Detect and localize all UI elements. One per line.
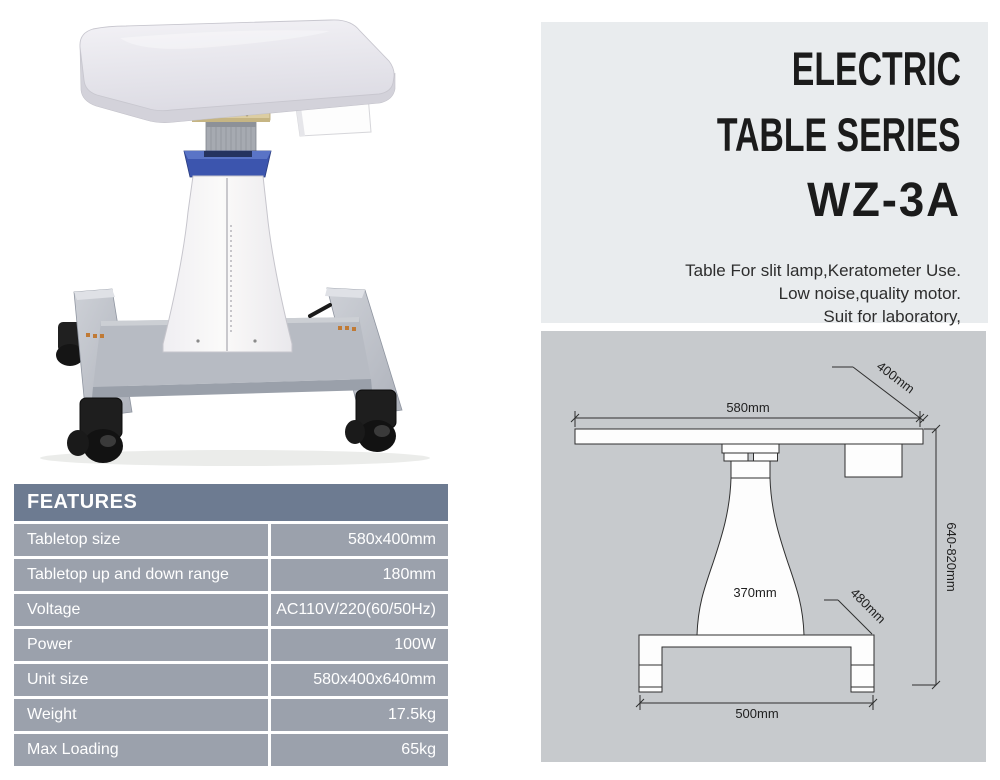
dim-label-column-width: 370mm xyxy=(733,585,777,600)
description-line: Low noise,quality motor. xyxy=(778,284,961,303)
feature-label: Weight xyxy=(14,699,268,731)
product-photo-drawing xyxy=(0,0,520,470)
description-line: Table For slit lamp,Keratometer Use. xyxy=(685,261,961,280)
product-photo xyxy=(0,0,520,470)
features-table xyxy=(14,484,448,766)
title-line-3 xyxy=(541,174,961,239)
brake-lever-icon xyxy=(310,305,330,316)
table-row xyxy=(14,699,448,731)
feature-label: Tabletop up and down range xyxy=(14,559,268,591)
diagram-tabletop xyxy=(575,429,923,444)
title-line-1 xyxy=(541,42,961,108)
feature-value: AC110V/220(60/50Hz) xyxy=(271,594,448,626)
title-text-electric: ELECTRIC xyxy=(791,42,961,95)
dim-label-tabletop-depth: 400mm xyxy=(873,358,918,397)
caster-front-right-icon xyxy=(345,390,396,452)
diagram-control-box xyxy=(845,444,902,477)
dimension-diagram xyxy=(541,331,986,762)
table-row xyxy=(14,594,448,626)
diagram-column xyxy=(697,478,804,635)
model-number: WZ-3A xyxy=(807,174,961,227)
table-row xyxy=(14,524,448,556)
feature-label: Tabletop size xyxy=(14,524,268,556)
diagram-neck xyxy=(731,461,770,478)
dim-line-height-range xyxy=(912,425,940,689)
feature-label: Power xyxy=(14,629,268,661)
features-heading: FEATURES xyxy=(14,484,448,521)
feature-value: 180mm xyxy=(271,559,448,591)
dim-label-base-width: 500mm xyxy=(735,706,779,721)
feature-value: 580x400x640mm xyxy=(271,664,448,696)
dimension-diagram-panel xyxy=(541,331,986,762)
caster-front-left-icon xyxy=(67,398,123,463)
feature-label: Unit size xyxy=(14,664,268,696)
dim-label-tabletop-width: 580mm xyxy=(726,400,770,415)
pedestal-column xyxy=(163,176,292,352)
table-row xyxy=(14,664,448,696)
dim-label-height-range: 640-820mm xyxy=(944,522,959,592)
dim-label-base-depth: 480mm xyxy=(847,585,889,627)
title-line-2 xyxy=(541,108,961,174)
table-row xyxy=(14,629,448,661)
diagram-base xyxy=(639,635,874,692)
title-panel xyxy=(541,22,988,326)
title-text-table-series: TABLE SERIES xyxy=(717,108,961,161)
feature-label: Voltage xyxy=(14,594,268,626)
feature-value: 65kg xyxy=(271,734,448,766)
feature-label: Max Loading xyxy=(14,734,268,766)
table-row xyxy=(14,559,448,591)
feature-value: 100W xyxy=(271,629,448,661)
diagram-bracket xyxy=(722,444,779,453)
column-collar xyxy=(184,151,271,177)
table-row xyxy=(14,734,448,766)
description-line: Suit for laboratory, xyxy=(823,307,961,326)
feature-value: 580x400mm xyxy=(271,524,448,556)
feature-value: 17.5kg xyxy=(271,699,448,731)
dim-line-tabletop-depth xyxy=(832,367,928,423)
